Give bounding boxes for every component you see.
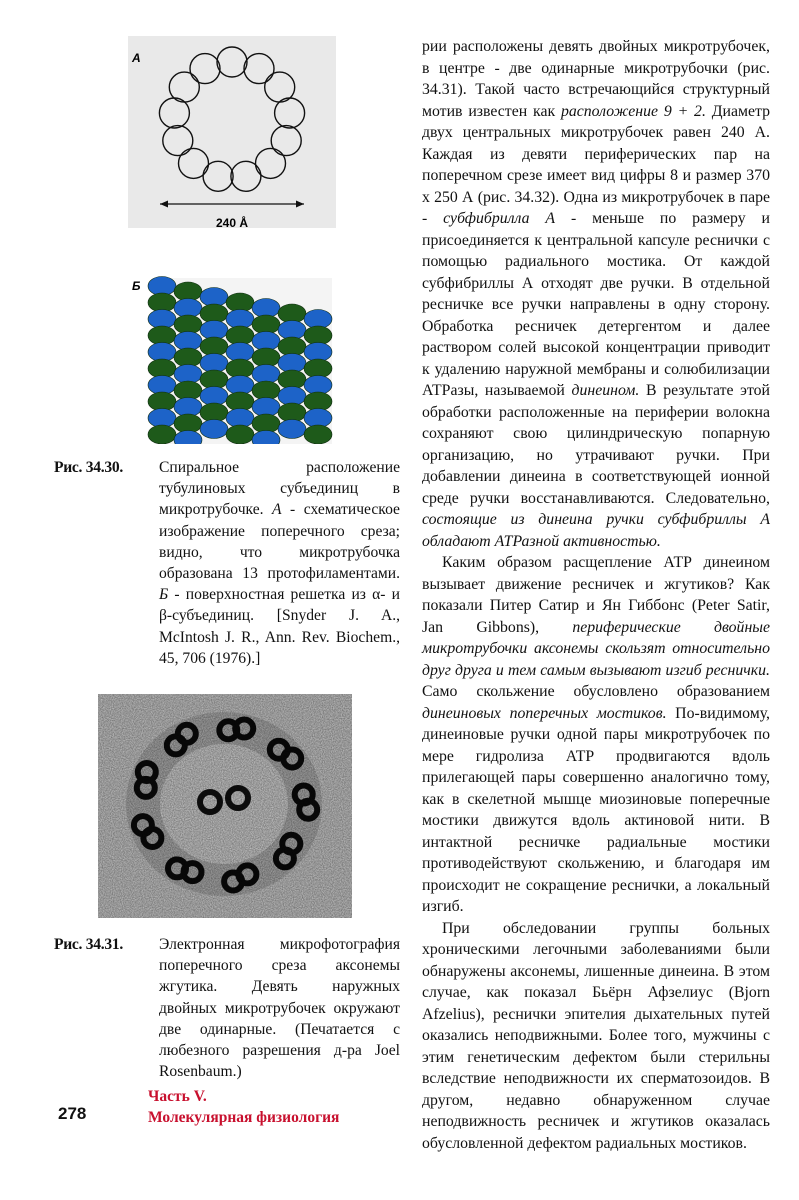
- page-number: 278: [58, 1104, 87, 1123]
- italic-term: состоящие из динеина ручки субфибриллы А обладают АТРазной активностью.: [422, 511, 770, 550]
- italic-term: динеиновых поперечных мостиков.: [422, 704, 667, 722]
- alpha-subunit: [304, 343, 332, 362]
- caption-text: Электронная микрофотография поперечного среза аксонемы жгутика. Девять наружных двойных микротрубочек окружают две одинарные. (Печатается с любезного разрешения д-ра Joel Rosenbaum.): [159, 936, 400, 1081]
- protofilament: [217, 47, 247, 77]
- alpha-subunit: [174, 299, 202, 318]
- part-label: Часть V.: [148, 1088, 207, 1105]
- italic-term: субфибрилла А: [443, 210, 556, 227]
- alpha-subunit: [200, 387, 228, 406]
- figure-a-cross-section: [128, 36, 336, 228]
- beta-subunit: [226, 293, 254, 312]
- alpha-subunit: [200, 288, 228, 307]
- caption-text: [159, 457, 400, 669]
- alpha-subunit: [148, 277, 176, 296]
- beta-subunit: [148, 359, 176, 378]
- beta-subunit: [226, 392, 254, 411]
- alpha-subunit: [252, 365, 280, 384]
- paragraph: При обследовании группы больных хроническими легочными заболеваниями были обнаружены аксонемы, лишенные динеина. В этом случае, как показал Бьёрн Афзелиус (Bjorn Afzelius), реснички эпителия дыхательных путей оказались неподвижными. Более того, мужчины с этим генетическим дефектом были стерильны вследствие неподвижности их сперматозоидов. В другом, недавно обнаруженном случае неподвижность ресничек и жгутиков оказалась обусловленной дефектом радиальных мостиков.: [422, 919, 770, 1152]
- alpha-subunit: [252, 332, 280, 351]
- dimension-label: 240 Å: [215, 216, 249, 228]
- alpha-subunit: [148, 310, 176, 329]
- figure-34-31-caption: [54, 934, 400, 1082]
- protofilament-ring: [159, 47, 304, 191]
- beta-subunit: [252, 381, 280, 400]
- beta-subunit: [278, 304, 306, 323]
- italic-term: периферические двойные микротрубочки аксонемы скользят относительно друг друга и тем самым вызывают изгиб реснички.: [422, 618, 770, 679]
- beta-subunit: [226, 425, 254, 444]
- body-text-column: [422, 36, 770, 1154]
- protofilament: [163, 126, 193, 156]
- figure-34-30-caption: [54, 457, 400, 669]
- caption-italic: Б: [159, 586, 169, 604]
- beta-subunit: [304, 392, 332, 411]
- caption-number: Рис. 34.31.: [54, 936, 123, 953]
- alpha-subunit: [278, 420, 306, 439]
- beta-subunit: [174, 348, 202, 367]
- beta-subunit: [278, 403, 306, 422]
- text-run: В результате этой обработки расположенные на периферии волокна сохраняют свою цилиндрическую попарную организацию, но утрачивают ручки. При добавлении динеина в соответствующей ионной среде ручки восстанавливаются. Следовательно,: [422, 382, 770, 507]
- protofilament: [271, 126, 301, 156]
- caption-italic: А: [272, 501, 282, 519]
- paragraph: [422, 552, 770, 918]
- beta-subunit: [174, 381, 202, 400]
- alpha-subunit: [148, 376, 176, 395]
- beta-subunit: [148, 425, 176, 444]
- beta-subunit: [174, 414, 202, 433]
- beta-subunit: [226, 326, 254, 345]
- italic-term: расположение 9 + 2.: [560, 102, 706, 120]
- beta-subunit: [200, 337, 228, 356]
- beta-subunit: [304, 326, 332, 345]
- caption-number: Рис. 34.30.: [54, 459, 123, 476]
- alpha-subunit: [304, 376, 332, 395]
- arrow-left: [160, 201, 168, 208]
- protofilament: [169, 72, 199, 102]
- beta-subunit: [252, 348, 280, 367]
- figure-b-label: Б: [132, 279, 141, 293]
- protofilament: [231, 161, 261, 191]
- beta-subunit: [148, 392, 176, 411]
- text-run: Диаметр двух центральных микротрубочек равен 240 А. Каждая из девяти периферических пар на поперечном срезе имеет вид цифры 8 и размер 370 х 250 А (рис. 34.32). Одна из микротрубочек в паре -: [422, 102, 770, 227]
- alpha-subunit: [278, 387, 306, 406]
- beta-subunit: [174, 282, 202, 301]
- text-run: рии расположены девять двойных микротрубочек, в центре - две одинарные микротрубочки (рис. 34.31). Такой часто встречающийся структурный мотив известен как: [422, 38, 770, 120]
- beta-subunit: [200, 370, 228, 389]
- alpha-subunit: [174, 398, 202, 417]
- alpha-subunit: [200, 321, 228, 340]
- figure-a-label: А: [132, 51, 141, 65]
- alpha-subunit: [252, 299, 280, 318]
- protofilament: [275, 98, 305, 128]
- italic-term: динеином.: [571, 382, 640, 399]
- caption-text-part: - схематическое изображение поперечного среза; видно, что микротрубочка образована 13 протофиламентами.: [159, 501, 400, 583]
- beta-subunit: [252, 414, 280, 433]
- alpha-subunit: [174, 365, 202, 384]
- alpha-subunit: [252, 398, 280, 417]
- beta-subunit: [200, 403, 228, 422]
- protofilament: [190, 54, 220, 84]
- text-run: - меньше по размеру и присоединяется к центральной капсуле реснички с помощью радиального мостика. От каждой субфибриллы А отходят две ручки. В отдельной ресничке все ручки направлены в одну сторону. Обработка ресничек детергентом и далее раствором солей высокой концентрации приводит к удалению наружной мембраны и солюбилизации АТРазы, называемой: [422, 210, 770, 399]
- alpha-subunit: [226, 310, 254, 329]
- caption-text-part: - поверхностная решетка из α- и β-субъединиц. [Snyder J. A., McIntosh J. R., Ann. Rev. Biochem., 45, 706 (1976).]: [159, 586, 400, 667]
- film-grain: [98, 694, 352, 918]
- beta-subunit: [226, 359, 254, 378]
- arrow-right: [296, 201, 304, 208]
- alpha-subunit: [200, 420, 228, 439]
- paragraph: [422, 36, 770, 552]
- figure-b-lattice: [128, 272, 336, 444]
- alpha-subunit: [148, 409, 176, 428]
- beta-subunit: [304, 359, 332, 378]
- beta-subunit: [304, 425, 332, 444]
- alpha-subunit: [304, 409, 332, 428]
- alpha-subunit: [148, 343, 176, 362]
- microtubule-ring-diagram: [128, 36, 336, 228]
- beta-subunit: [174, 315, 202, 334]
- alpha-subunit: [226, 409, 254, 428]
- protofilament: [179, 148, 209, 178]
- tubulin-lattice-diagram: [128, 272, 336, 444]
- alpha-subunit: [226, 376, 254, 395]
- axoneme-micrograph: [98, 694, 352, 918]
- running-footer: [148, 1086, 339, 1128]
- alpha-subunit: [278, 321, 306, 340]
- beta-subunit: [148, 326, 176, 345]
- alpha-subunit: [226, 343, 254, 362]
- alpha-subunit: [278, 354, 306, 373]
- beta-subunit: [148, 293, 176, 312]
- text-run: Каким образом расщепление АТР динеином вызывает движение ресничек и жгутиков? Как показали Питер Сатир и Ян Гиббонс (Peter Satir, Jan Gibbons),: [422, 554, 770, 636]
- alpha-subunit: [174, 332, 202, 351]
- beta-subunit: [252, 315, 280, 334]
- alpha-subunit: [200, 354, 228, 373]
- part-title: Молекулярная физиология: [148, 1109, 340, 1126]
- beta-subunit: [278, 337, 306, 356]
- alpha-subunit: [304, 310, 332, 329]
- beta-subunit: [200, 304, 228, 323]
- caption-text-part: Спиральное расположение тубулиновых субъединиц в микротрубочке.: [159, 459, 400, 519]
- beta-subunit: [278, 370, 306, 389]
- protofilament: [244, 54, 274, 84]
- text-run: По-видимому, динеиновые ручки одной пары микротрубочек по мере гидролиза АТР продвигаются вдоль прилегающей пары совершенно аналогично тому, как в скелетной мышце миозиновые поперечные мостики движутся вдоль актиновой нити. В интактной ресничке радиальные мостики противодействуют скольжению, и благодаря им происходит не сокращение реснички, а локальный изгиб.: [422, 704, 770, 915]
- figure-34-31-micrograph: [98, 694, 352, 918]
- text-run: Само скольжение обусловлено образованием: [422, 683, 770, 700]
